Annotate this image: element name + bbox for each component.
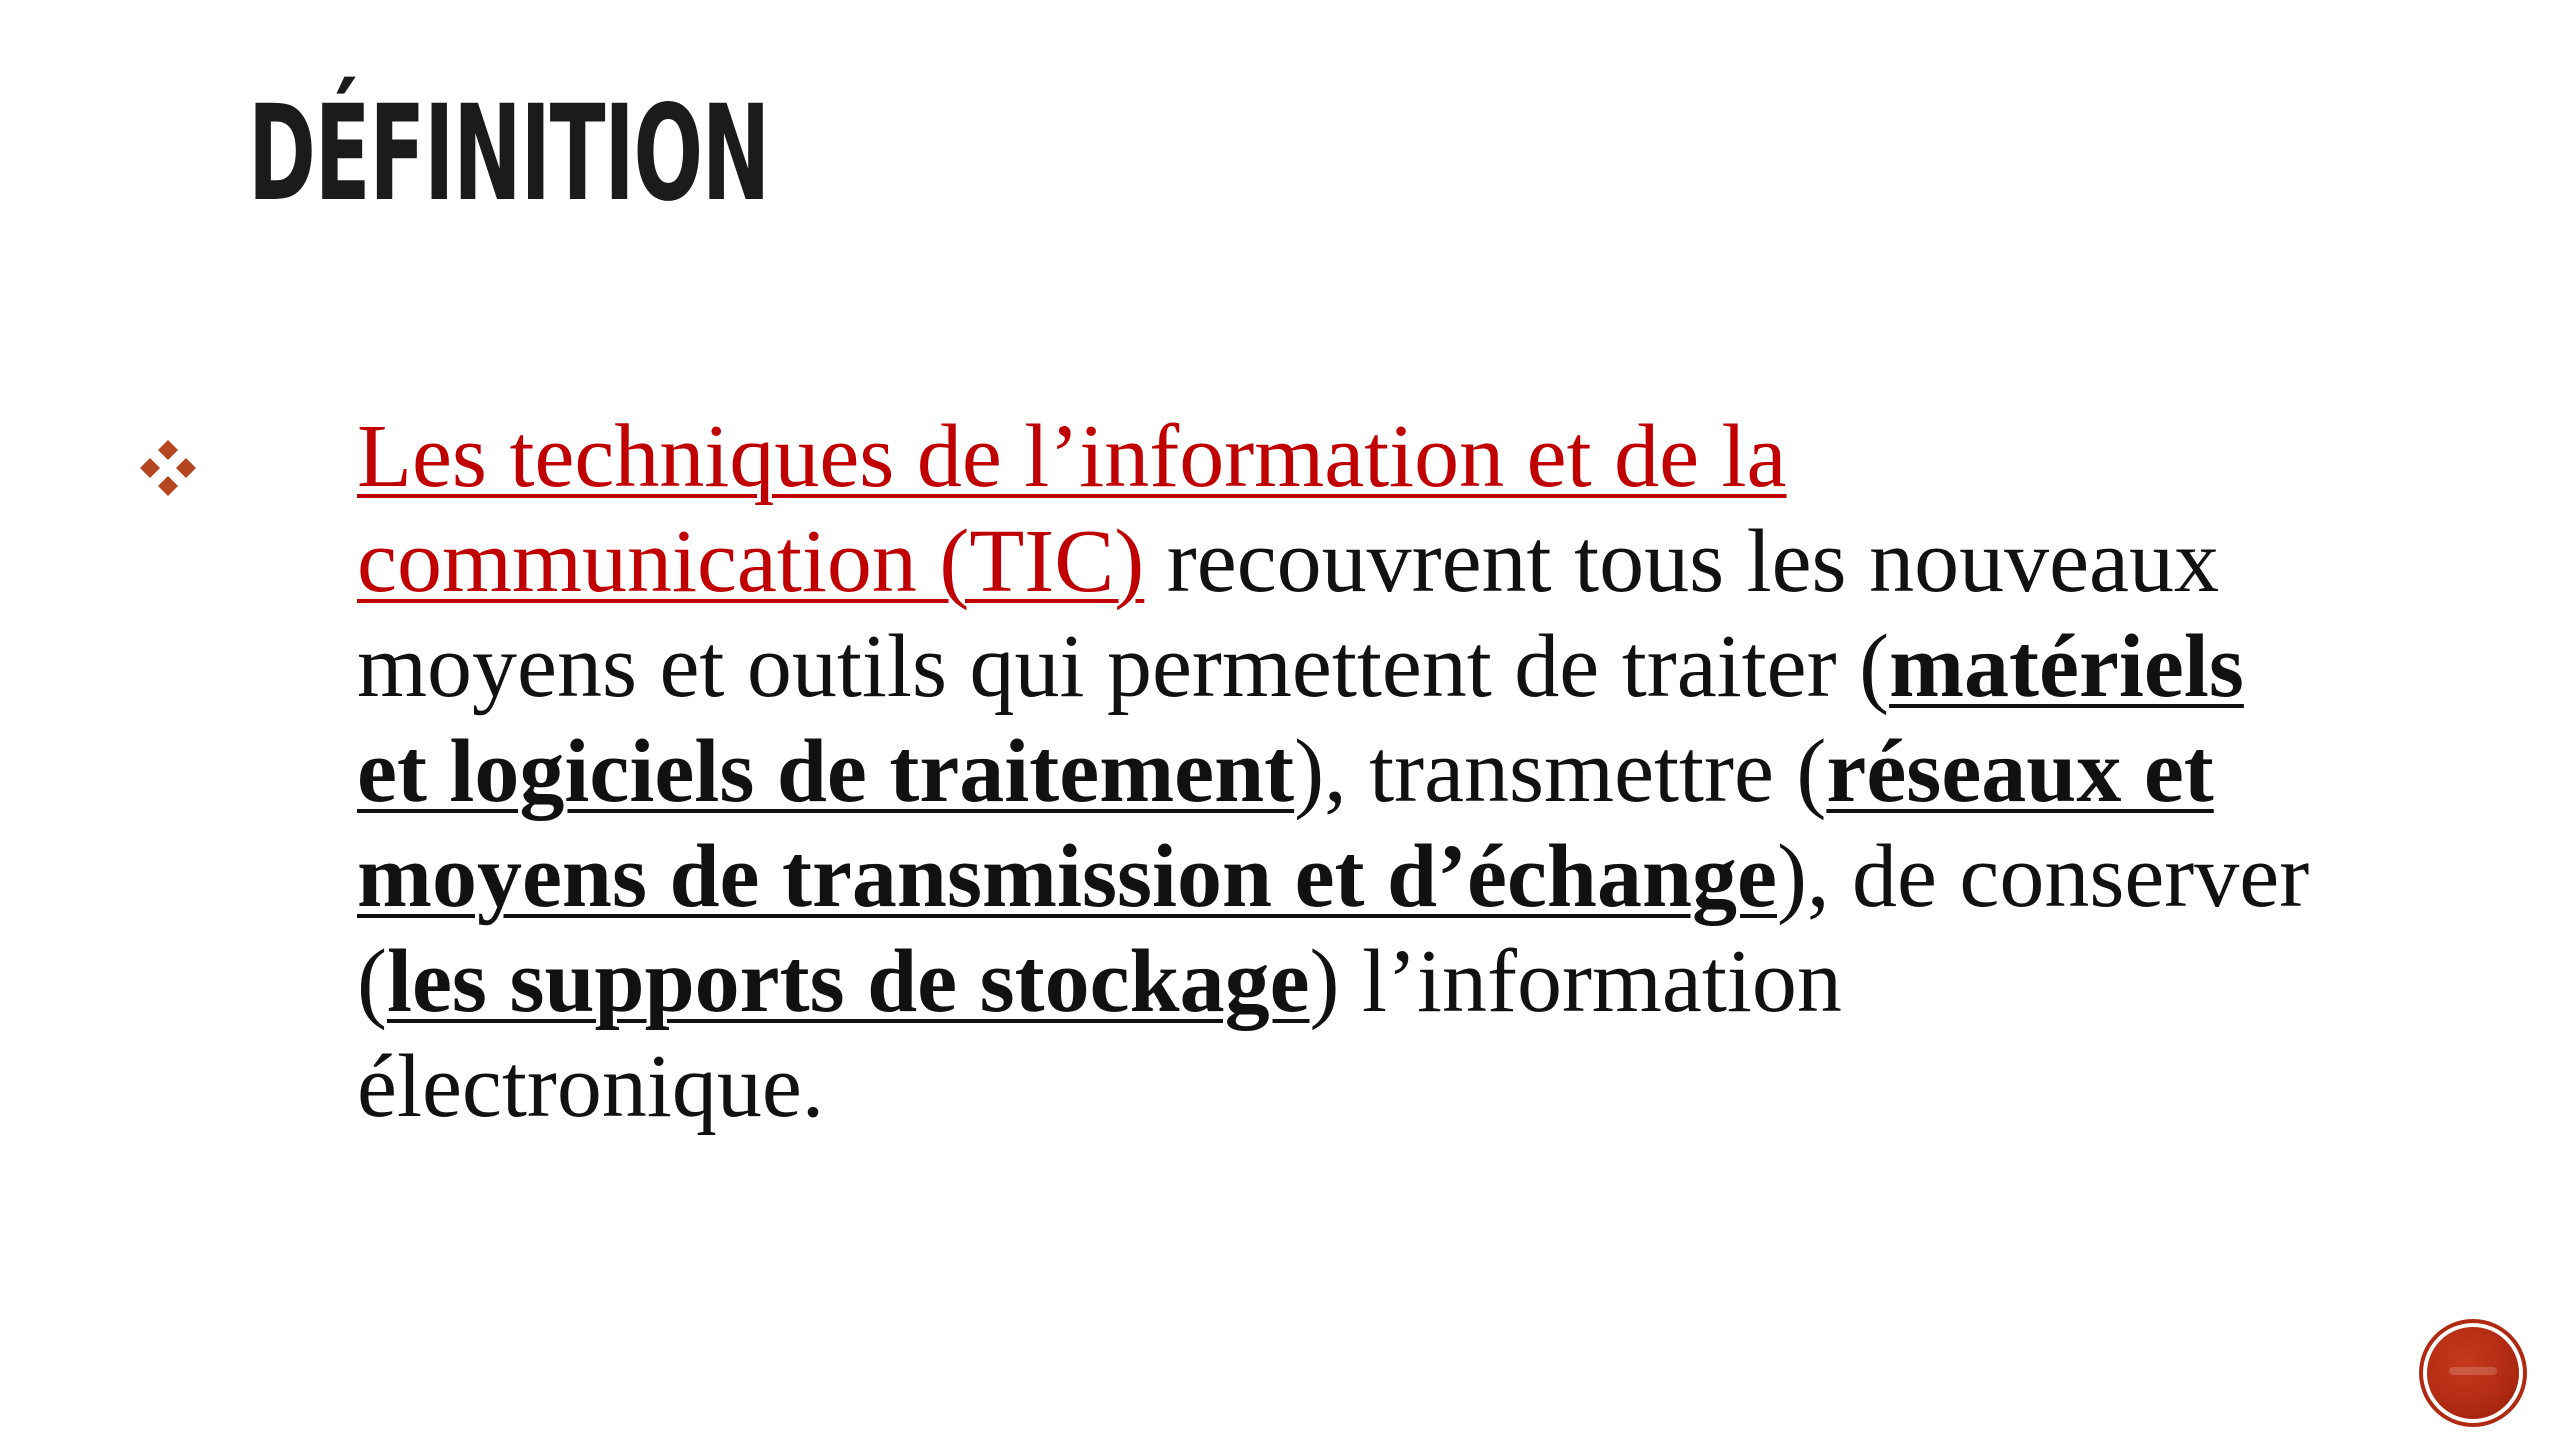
paragraph-text-4: ) l’information électronique. — [357, 932, 1842, 1136]
four-diamond-bullet-icon — [136, 436, 200, 500]
slide-number-badge — [2427, 1327, 2519, 1419]
definition-paragraph — [357, 404, 2317, 1139]
slide-title: DÉFINITION — [248, 77, 770, 231]
storage-media-phrase: les supports de stockage — [386, 932, 1310, 1031]
paragraph-text-2: ), transmettre ( — [1294, 722, 1827, 821]
badge-texture — [2449, 1367, 2497, 1375]
paragraph-text-1: recouvrent tous les nouveaux moyens et outils qui permettent de traiter ( — [357, 512, 2219, 716]
processing-tools-phrase: matériels et logiciels de traitement — [357, 617, 2244, 821]
definition-term: Les techniques de l’information et de la communication (TIC) — [357, 407, 1787, 611]
paragraph-text-3: ), de conserver ( — [357, 827, 2310, 1031]
transmission-networks-phrase: réseaux et moyens de transmission et d’échange — [357, 722, 2214, 926]
